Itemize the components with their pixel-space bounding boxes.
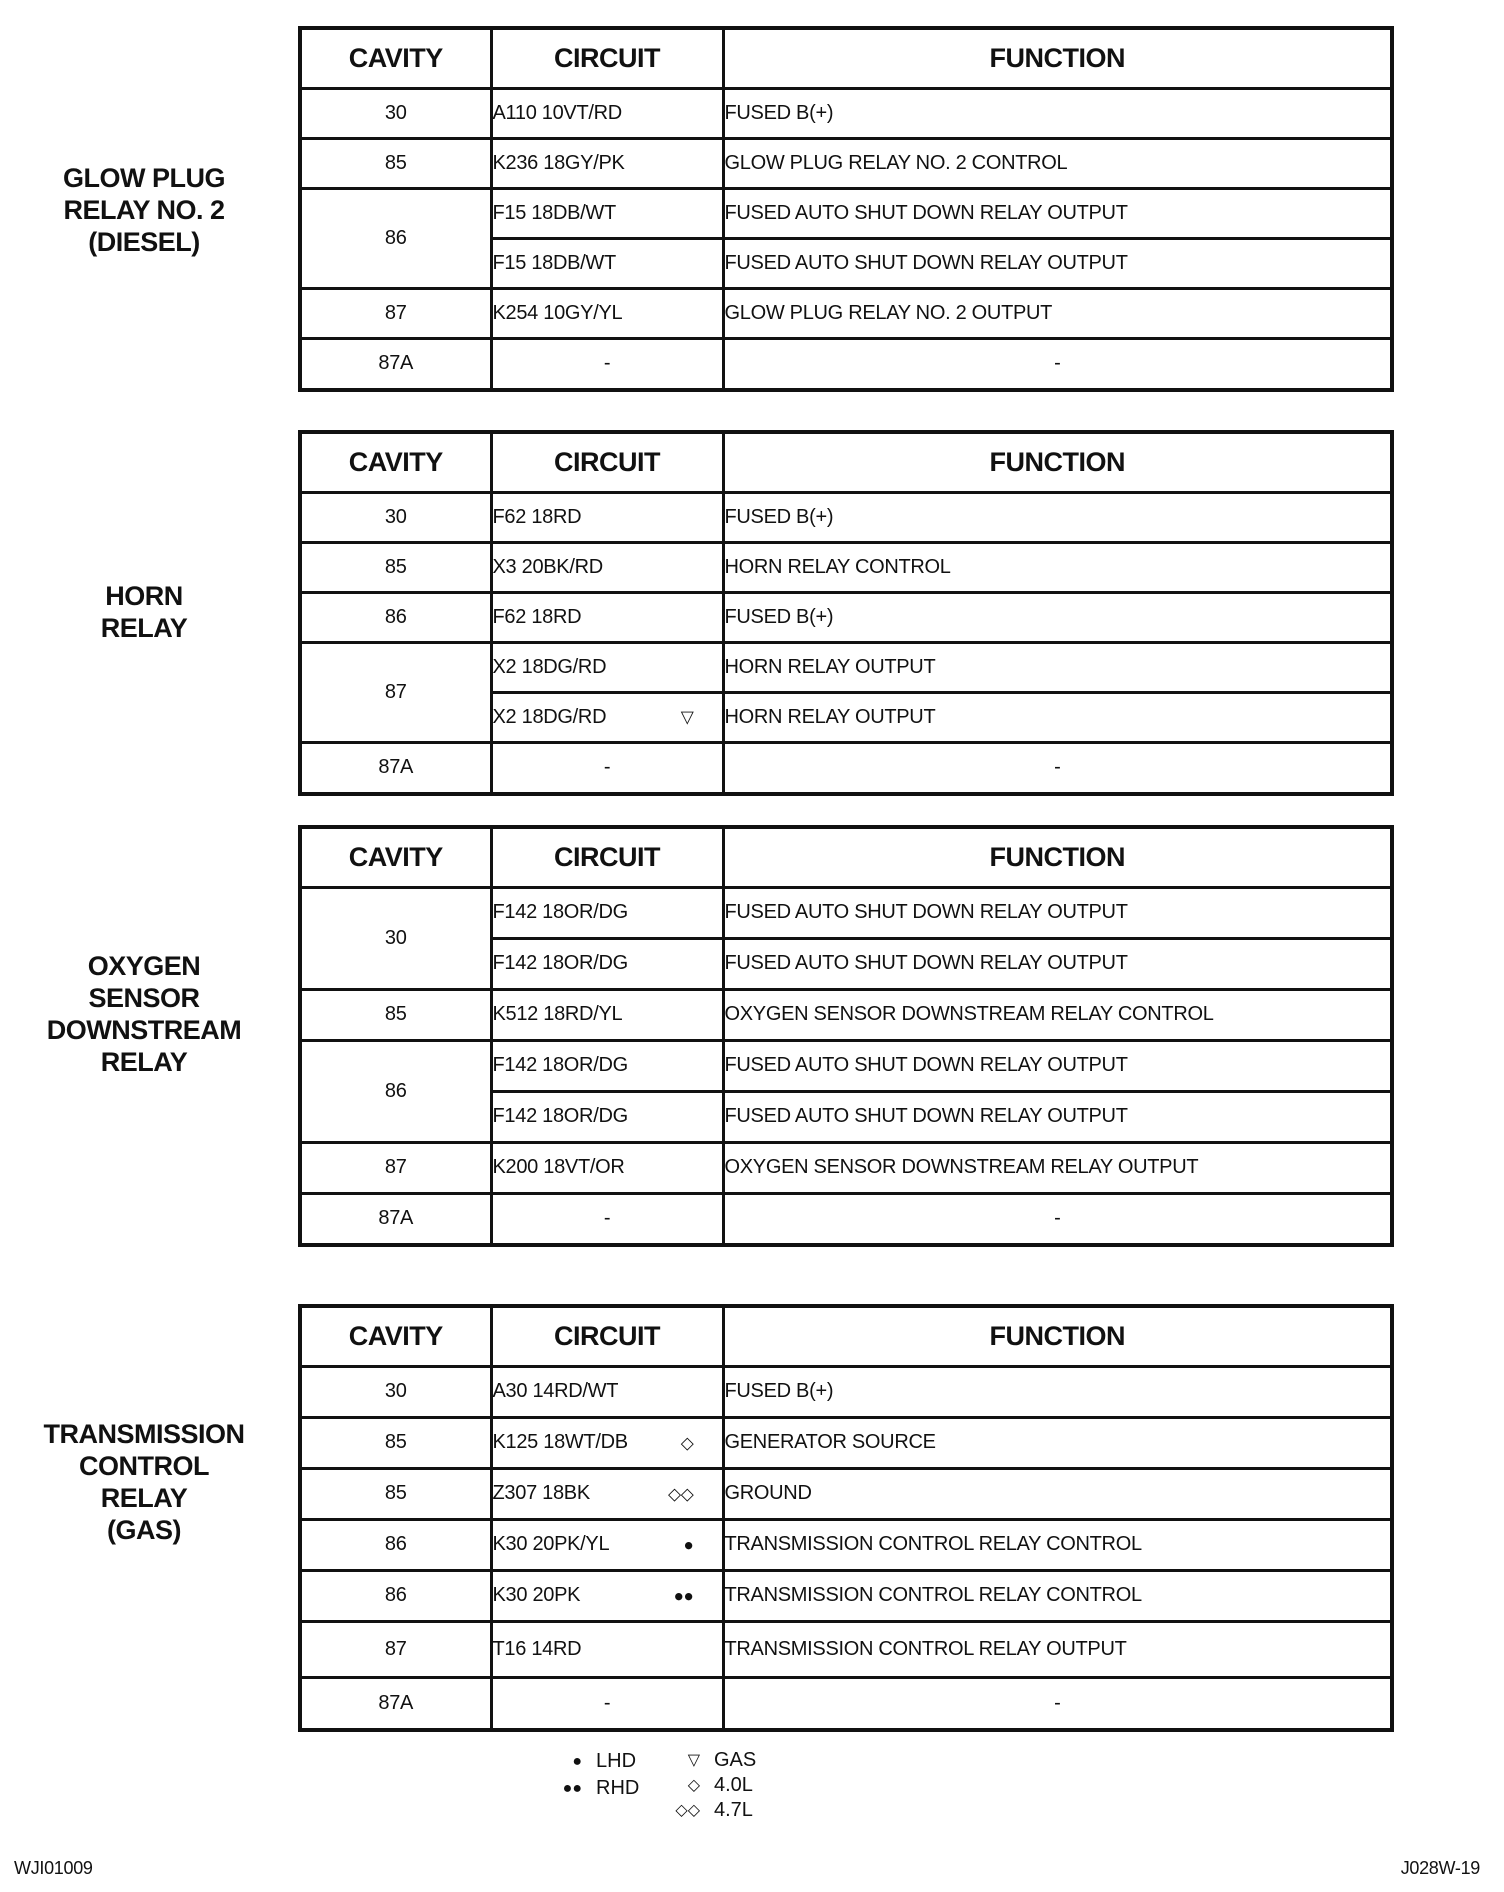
cavity-cell: 85: [300, 1468, 491, 1519]
circuit-cell: [491, 692, 723, 742]
function-cell: FUSED B(+): [723, 492, 1392, 542]
function-header: FUNCTION: [723, 827, 1392, 887]
circuit-text: Z307 18BK: [492, 1482, 590, 1504]
function-cell: GENERATOR SOURCE: [723, 1417, 1392, 1468]
diamond-icon: ◇: [680, 1433, 694, 1452]
circuit-header: CIRCUIT: [491, 1306, 723, 1366]
function-cell: OXYGEN SENSOR DOWNSTREAM RELAY OUTPUT: [723, 1142, 1392, 1193]
diamond-icon: ◇: [687, 1777, 700, 1794]
function-cell: FUSED B(+): [723, 88, 1392, 138]
function-cell: GLOW PLUG RELAY NO. 2 CONTROL: [723, 138, 1392, 188]
cavity-cell: 86: [300, 1040, 491, 1142]
table-row: [300, 338, 1392, 390]
cavity-cell: 30: [300, 492, 491, 542]
oxygen-sensor-relay-label: OXYGEN SENSOR DOWNSTREAM RELAY: [46, 951, 242, 1077]
function-cell: HORN RELAY CONTROL: [723, 542, 1392, 592]
legend-item: ● LHD: [538, 1748, 639, 1775]
dot-icon: ●: [683, 1535, 694, 1554]
table-row: [300, 1417, 1392, 1468]
double-diamond-icon: ◇◇: [667, 1484, 694, 1503]
double-dot-icon: ●●: [673, 1586, 694, 1605]
function-cell: TRANSMISSION CONTROL RELAY CONTROL: [723, 1519, 1392, 1570]
table-row: [300, 288, 1392, 338]
function-cell: OXYGEN SENSOR DOWNSTREAM RELAY CONTROL: [723, 989, 1392, 1040]
circuit-cell: X3 20BK/RD: [491, 542, 723, 592]
oxygen-sensor-relay-table: [298, 825, 1394, 1247]
table-row: [300, 742, 1392, 794]
cavity-cell: 86: [300, 592, 491, 642]
cavity-cell: 30: [300, 1366, 491, 1417]
horn-relay-label: HORN RELAY: [100, 581, 188, 643]
circuit-cell: [491, 1519, 723, 1570]
function-cell: FUSED B(+): [723, 592, 1392, 642]
legend-item: ●● RHD: [538, 1775, 639, 1802]
function-cell: FUSED AUTO SHUT DOWN RELAY OUTPUT: [723, 238, 1392, 288]
cavity-cell: 86: [300, 188, 491, 288]
cavity-header: CAVITY: [300, 28, 491, 88]
cavity-cell: 86: [300, 1519, 491, 1570]
cavity-header: CAVITY: [300, 1306, 491, 1366]
circuit-cell: -: [491, 1677, 723, 1730]
table-row: [300, 592, 1392, 642]
function-cell: FUSED AUTO SHUT DOWN RELAY OUTPUT: [723, 1091, 1392, 1142]
function-cell: FUSED AUTO SHUT DOWN RELAY OUTPUT: [723, 188, 1392, 238]
circuit-text: K125 18WT/DB: [492, 1431, 628, 1453]
circuit-cell: F142 18OR/DG: [491, 1040, 723, 1091]
table-row: [300, 989, 1392, 1040]
circuit-cell: F15 18DB/WT: [491, 188, 723, 238]
cavity-cell: 87: [300, 642, 491, 742]
function-header: FUNCTION: [723, 432, 1392, 492]
figure-code-right: J028W-19: [1400, 1858, 1480, 1878]
table-row: [300, 542, 1392, 592]
glow-plug-relay-label: GLOW PLUG RELAY NO. 2 (DIESEL): [63, 163, 225, 257]
cavity-cell: 87: [300, 288, 491, 338]
function-cell: -: [723, 742, 1392, 794]
circuit-cell: K254 10GY/YL: [491, 288, 723, 338]
table-row: [300, 188, 1392, 238]
cavity-cell: 85: [300, 138, 491, 188]
table-row: [300, 1366, 1392, 1417]
cavity-cell: 87A: [300, 1677, 491, 1730]
function-cell: -: [723, 338, 1392, 390]
legend-item: ◇◇ 4.7L: [656, 1798, 756, 1823]
cavity-cell: 85: [300, 989, 491, 1040]
legend-right: [656, 1748, 756, 1823]
function-cell: -: [723, 1193, 1392, 1245]
cavity-header: CAVITY: [300, 432, 491, 492]
cavity-cell: 87: [300, 1142, 491, 1193]
cavity-cell: 30: [300, 88, 491, 138]
circuit-cell: F142 18OR/DG: [491, 938, 723, 989]
function-cell: TRANSMISSION CONTROL RELAY CONTROL: [723, 1570, 1392, 1621]
circuit-cell: A30 14RD/WT: [491, 1366, 723, 1417]
function-cell: FUSED AUTO SHUT DOWN RELAY OUTPUT: [723, 1040, 1392, 1091]
table-row: [300, 1468, 1392, 1519]
function-cell: HORN RELAY OUTPUT: [723, 692, 1392, 742]
cavity-header: CAVITY: [300, 827, 491, 887]
dot-icon: ●: [572, 1753, 582, 1770]
circuit-cell: K200 18VT/OR: [491, 1142, 723, 1193]
legend-item: ▽ GAS: [656, 1748, 756, 1773]
glow-plug-relay-table: [298, 26, 1394, 392]
function-cell: TRANSMISSION CONTROL RELAY OUTPUT: [723, 1621, 1392, 1677]
circuit-cell: [491, 1417, 723, 1468]
cavity-cell: 86: [300, 1570, 491, 1621]
function-cell: GLOW PLUG RELAY NO. 2 OUTPUT: [723, 288, 1392, 338]
circuit-cell: A110 10VT/RD: [491, 88, 723, 138]
gas-triangle-icon: ▽: [680, 707, 694, 727]
function-cell: GROUND: [723, 1468, 1392, 1519]
cavity-cell: 87A: [300, 742, 491, 794]
table-row: [300, 1677, 1392, 1730]
circuit-cell: F142 18OR/DG: [491, 1091, 723, 1142]
circuit-cell: F15 18DB/WT: [491, 238, 723, 288]
circuit-text: K30 20PK: [492, 1584, 581, 1606]
circuit-cell: X2 18DG/RD: [491, 642, 723, 692]
transmission-control-relay-label: TRANSMISSION CONTROL RELAY (GAS): [43, 1419, 245, 1545]
cavity-cell: 87A: [300, 338, 491, 390]
cavity-cell: 85: [300, 542, 491, 592]
table-row: [300, 1193, 1392, 1245]
circuit-header: CIRCUIT: [491, 432, 723, 492]
table-row: [300, 887, 1392, 938]
function-cell: FUSED AUTO SHUT DOWN RELAY OUTPUT: [723, 938, 1392, 989]
legend-left: [538, 1748, 639, 1802]
cavity-cell: 87A: [300, 1193, 491, 1245]
table-row: [300, 1519, 1392, 1570]
circuit-cell: F142 18OR/DG: [491, 887, 723, 938]
transmission-control-relay-table: [298, 1304, 1394, 1732]
circuit-cell: K236 18GY/PK: [491, 138, 723, 188]
gas-triangle-icon: ▽: [687, 1752, 700, 1769]
horn-relay-table: [298, 430, 1394, 796]
circuit-cell: F62 18RD: [491, 592, 723, 642]
table-row: [300, 1142, 1392, 1193]
circuit-cell: K512 18RD/YL: [491, 989, 723, 1040]
table-row: [300, 492, 1392, 542]
table-row: [300, 1621, 1392, 1677]
legend-item: ◇ 4.0L: [656, 1773, 756, 1798]
function-cell: HORN RELAY OUTPUT: [723, 642, 1392, 692]
cavity-cell: 85: [300, 1417, 491, 1468]
function-cell: FUSED AUTO SHUT DOWN RELAY OUTPUT: [723, 887, 1392, 938]
function-cell: -: [723, 1677, 1392, 1730]
function-header: FUNCTION: [723, 1306, 1392, 1366]
double-dot-icon: ●●: [562, 1780, 582, 1797]
figure-code-left: WJI01009: [14, 1858, 93, 1878]
circuit-cell: -: [491, 1193, 723, 1245]
circuit-cell: -: [491, 742, 723, 794]
table-row: [300, 138, 1392, 188]
circuit-header: CIRCUIT: [491, 827, 723, 887]
double-diamond-icon: ◇◇: [675, 1802, 700, 1819]
circuit-text: X2 18DG/RD: [492, 705, 607, 728]
cavity-cell: 30: [300, 887, 491, 989]
circuit-text: K30 20PK/YL: [492, 1533, 610, 1555]
circuit-cell: -: [491, 338, 723, 390]
circuit-header: CIRCUIT: [491, 28, 723, 88]
circuit-cell: T16 14RD: [491, 1621, 723, 1677]
circuit-cell: F62 18RD: [491, 492, 723, 542]
circuit-cell: [491, 1570, 723, 1621]
function-cell: FUSED B(+): [723, 1366, 1392, 1417]
table-row: [300, 88, 1392, 138]
circuit-cell: [491, 1468, 723, 1519]
table-row: [300, 1040, 1392, 1091]
function-header: FUNCTION: [723, 28, 1392, 88]
table-row: [300, 642, 1392, 692]
table-row: [300, 1570, 1392, 1621]
cavity-cell: 87: [300, 1621, 491, 1677]
